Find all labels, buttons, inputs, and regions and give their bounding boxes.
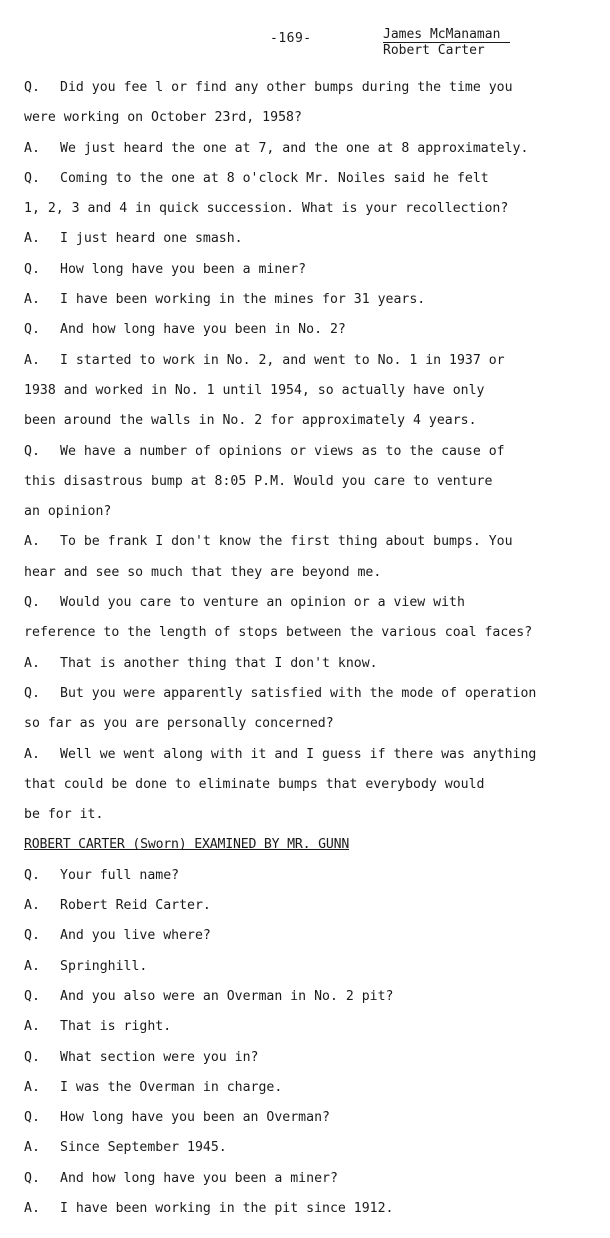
line-text: How long have you been a miner?	[60, 261, 307, 277]
line-text: hear and see so much that they are beyond me.	[24, 564, 382, 580]
transcript-line	[24, 1073, 604, 1103]
speaker-label: A.	[24, 958, 40, 974]
speaker-label: A.	[24, 352, 40, 368]
line-text: Springhill.	[60, 958, 148, 974]
speaker-label: A.	[24, 1200, 40, 1216]
speaker-label: Q.	[24, 685, 40, 701]
transcript-line	[24, 164, 604, 194]
transcript-line	[24, 618, 604, 648]
speaker-label: A.	[24, 534, 40, 550]
transcript-line	[24, 224, 604, 254]
line-text: Did you fee l or find any other bumps during the time you	[60, 80, 513, 95]
speaker-label: A.	[24, 898, 40, 914]
transcript-line	[24, 558, 604, 588]
line-text: this disastrous bump at 8:05 P.M. Would you care to venture	[24, 473, 493, 489]
line-text: And you live where?	[60, 928, 211, 944]
line-text: that could be done to eliminate bumps that everybody would	[24, 776, 485, 792]
current-witness-name: Robert Carter	[383, 43, 485, 58]
transcript-line	[24, 346, 604, 376]
transcript-line	[24, 770, 604, 800]
transcript-line	[24, 952, 604, 982]
transcript-line	[24, 285, 604, 315]
transcript-line	[24, 255, 604, 285]
line-text: I have been working in the mines for 31 years.	[60, 292, 426, 308]
transcript-line	[24, 1164, 604, 1194]
speaker-label: Q.	[24, 1170, 40, 1186]
line-text: And you also were an Overman in No. 2 pit?	[60, 988, 394, 1004]
previous-witness-name: James McManaman	[383, 27, 510, 43]
transcript-line	[24, 497, 604, 527]
line-text: To be frank I don't know the first thing about bumps. You	[60, 534, 513, 550]
speaker-label: Q.	[24, 867, 40, 883]
line-text: been around the walls in No. 2 for approximately 4 years.	[24, 413, 477, 429]
line-text: That is right.	[60, 1019, 172, 1035]
line-text: Coming to the one at 8 o'clock Mr. Noiles said he felt	[60, 170, 489, 186]
line-text: We have a number of opinions or views as to the cause of	[60, 443, 505, 459]
line-text: 1, 2, 3 and 4 in quick succession. What is your recollection?	[24, 201, 509, 217]
transcript-line	[24, 649, 604, 679]
line-text: Would you care to venture an opinion or a view with	[60, 595, 465, 611]
speaker-label: A.	[24, 1019, 40, 1035]
speaker-label: A.	[24, 1079, 40, 1095]
transcript-line	[24, 740, 604, 770]
line-text: I started to work in No. 2, and went to No. 1 in 1937 or	[60, 352, 505, 368]
line-text: That is another thing that I don't know.	[60, 655, 378, 671]
examination-heading: ROBERT CARTER (Sworn) EXAMINED BY MR. GUNN	[24, 837, 350, 853]
transcript-line	[24, 709, 604, 739]
transcript-line	[24, 1043, 604, 1073]
transcript-line	[24, 1133, 604, 1163]
transcript-line	[24, 588, 604, 618]
line-text: I just heard one smash.	[60, 231, 243, 247]
transcript-line	[24, 103, 604, 133]
speaker-label: Q.	[24, 80, 40, 95]
line-text: reference to the length of stops between the various coal faces?	[24, 625, 533, 641]
speaker-label: Q.	[24, 928, 40, 944]
transcript-line	[24, 376, 604, 406]
transcript-line	[24, 921, 604, 951]
line-text: But you were apparently satisfied with the mode of operation	[60, 685, 537, 701]
speaker-label: A.	[24, 140, 40, 156]
speaker-label: Q.	[24, 1049, 40, 1065]
transcript-line	[24, 527, 604, 557]
line-text: be for it.	[24, 807, 104, 823]
line-text: an opinion?	[24, 504, 112, 520]
line-text: 1938 and worked in No. 1 until 1954, so actually have only	[24, 382, 485, 398]
line-text: And how long have you been a miner?	[60, 1170, 338, 1186]
line-text: I have been working in the pit since 1912.	[60, 1200, 394, 1216]
speaker-label: A.	[24, 231, 40, 247]
line-text: Since September 1945.	[60, 1140, 227, 1156]
transcript-line	[24, 1194, 604, 1224]
transcript-line	[24, 406, 604, 436]
line-text: We just heard the one at 7, and the one at 8 approximately.	[60, 140, 529, 156]
transcript-line	[24, 134, 604, 164]
line-text: were working on October 23rd, 1958?	[24, 110, 302, 126]
speaker-label: Q.	[24, 988, 40, 1004]
speaker-label: Q.	[24, 322, 40, 338]
speaker-label: A.	[24, 292, 40, 308]
transcript-line	[24, 1012, 604, 1042]
transcript-line	[24, 194, 604, 224]
transcript-body	[24, 73, 604, 1224]
line-text: Well we went along with it and I guess if there was anything	[60, 746, 537, 762]
transcript-line	[24, 315, 604, 345]
speaker-label: Q.	[24, 170, 40, 186]
transcript-line	[24, 800, 604, 830]
transcript-line	[24, 73, 604, 103]
speaker-label: Q.	[24, 261, 40, 277]
speaker-label: Q.	[24, 595, 40, 611]
transcript-line	[24, 467, 604, 497]
speaker-label: Q.	[24, 443, 40, 459]
transcript-line	[24, 861, 604, 891]
line-text: Your full name?	[60, 867, 180, 883]
line-text: so far as you are personally concerned?	[24, 716, 334, 732]
page-number: -169-	[270, 31, 312, 46]
speaker-label: A.	[24, 655, 40, 671]
transcript-line	[24, 1103, 604, 1133]
line-text: How long have you been an Overman?	[60, 1110, 330, 1126]
line-text: Robert Reid Carter.	[60, 898, 211, 914]
transcript-line	[24, 437, 604, 467]
transcript-line	[24, 679, 604, 709]
speaker-label: A.	[24, 746, 40, 762]
line-text: What section were you in?	[60, 1049, 259, 1065]
transcript-line	[24, 982, 604, 1012]
section-heading	[24, 830, 604, 860]
line-text: And how long have you been in No. 2?	[60, 322, 346, 338]
speaker-label: Q.	[24, 1110, 40, 1126]
witness-header	[383, 27, 510, 58]
line-text: I was the Overman in charge.	[60, 1079, 283, 1095]
transcript-line	[24, 891, 604, 921]
speaker-label: A.	[24, 1140, 40, 1156]
